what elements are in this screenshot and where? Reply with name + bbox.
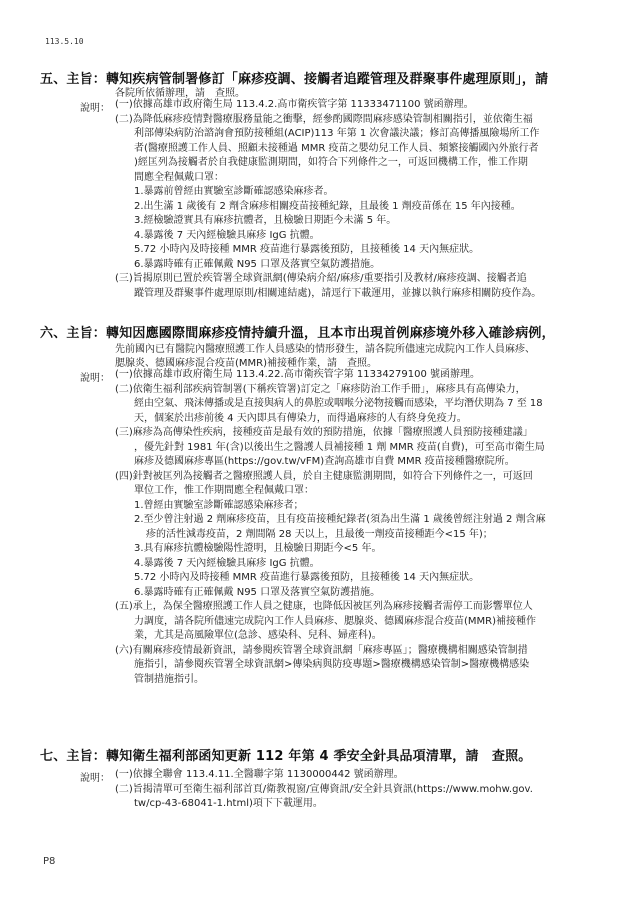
s6-line: 2.至少曾注射過 2 劑麻疹疫苗，且有疫苗接種紀錄者(須為出生滿 1 歲後曾經注射過 2 劑含麻: [134, 514, 546, 525]
s6-line: 5.72 小時內及時接種 MMR 疫苗進行暴露後預防，且接種後 14 天內無症狀。: [134, 572, 480, 583]
section-5-title: 五、主旨：轉知疾病管制署修訂「麻疹疫調、接觸者追蹤管理及群聚事件處理原則」，請: [40, 72, 549, 87]
section-6-title: 六、主旨：轉知因應國際間麻疹疫情持續升溫，且本市出現首例麻疹境外移入確診病例，: [40, 326, 555, 341]
s6-line: 經由空氣、飛沫傳播或是直接與病人的鼻腔或咽喉分泌物接觸而感染，平均潛伏期為 7 至 18: [134, 398, 543, 409]
s5-line: 間應全程佩戴口罩：: [134, 172, 224, 183]
s5-line: 5.72 小時內及時接種 MMR 疫苗進行暴露後預防，且接種後 14 天內無症狀。: [134, 244, 480, 255]
s5-line: (一)依據高雄市政府衛生局 113.4.2.高市衛疾管字第 11333471100 號函辦理。: [115, 99, 474, 110]
s6-line: 1.曾經由實驗室診斷確認感染麻疹者；: [134, 500, 304, 511]
s6-line: 業，尤其是高風險單位(急診、感染科、兒科、婦產科)。: [134, 630, 382, 641]
section-6-subject-cont: 先前國內已有醫院內醫療照護工作人員感染的情形發生，請各院所儘速完成院內工作人員麻疹、: [115, 344, 535, 355]
s6-line: 6.暴露時確有正確佩戴 N95 口罩及落實空氣防護措施。: [134, 587, 381, 598]
s5-line: (三)旨揭原則已置於疾管署全球資訊網(傳染病介紹/麻疹/重要指引及教材/麻疹疫調、接觸者追: [115, 273, 527, 284]
s5-line: 4.暴露後 7 天內經檢驗具麻疹 IgG 抗體。: [134, 230, 320, 241]
s6-line: 管制措施指引。: [134, 674, 204, 685]
s6-line: (三)麻疹為高傳染性疾病，接種疫苗是最有效的預防措施，依據「醫療照護人員預防接種建議」: [115, 427, 533, 438]
s6-line: 施指引，請參閱疾管署全球資訊網>傳染病與防疫專題>醫療機構感染管制>醫療機構感染: [134, 659, 530, 670]
page-date: 113.5.10: [45, 37, 84, 46]
s6-line: 疹的活性減毒疫苗，2 劑間隔 28 天以上，且最後一劑疫苗接種距今<15 年)；: [146, 529, 493, 540]
s6-line: (四)針對被匡列為接觸者之醫療照護人員，於自主健康監測期間，如符合下列條件之一，可返回: [115, 471, 533, 482]
s6-line: (六)有關麻疹疫情最新資訊，請參閱疾管署全球資訊網「麻疹專區」；醫療機構相關感染管制措: [115, 645, 528, 656]
s6-line: (二)依衛生福利部疾病管制署(下稱疾管署)訂定之「麻疹防治工作手冊」，麻疹具有高傳染力，: [115, 384, 526, 395]
s5-line: (二)為降低麻疹疫情對醫療服務量能之衝擊，經參酌國際間麻疹感染管制相關指引，並依衛生福: [115, 114, 533, 125]
s7-line: (二)旨揭清單可至衛生福利部首頁/衛教視窗/宣傳資訊/安全針具資訊(https://www.mohw.gov.: [115, 784, 533, 795]
s6-line: 力調度，請各院所儘速完成院內工作人員麻疹、腮腺炎、德國麻疹混合疫苗(MMR)補接種作: [134, 616, 537, 627]
s5-line: 1.暴露前曾經由實驗室診斷確認感染麻疹者。: [134, 186, 334, 197]
section-5-explanation-label: 說明：: [80, 103, 110, 114]
s6-line: (一)依據高雄市政府衛生局 113.4.22.高市衛疾管字第 11334279100 號函辦理。: [115, 369, 481, 380]
s5-line: 2.出生滿 1 歲後有 2 劑含麻疹相關疫苗接種紀錄，且最後 1 劑疫苗係在 15 年內接種。: [134, 201, 521, 212]
s6-line: 麻疹及德國麻疹專區(https://gov.tw/vFM)查詢高雄市自費 MMR 疫苗接種醫療院所。: [134, 456, 515, 467]
s6-line: 單位工作，惟工作期間應全程佩戴口罩：: [134, 485, 314, 496]
page-number: P8: [43, 856, 56, 867]
s6-line: (五)承上，為保全醫療照護工作人員之健康，也降低因被匡列為麻疹接觸者需停工而影響單位人: [115, 601, 533, 612]
section-7-explanation-label: 說明：: [80, 773, 110, 784]
s5-line: 蹤管理及群聚事件處理原則/相關連結處)，請逕行下載運用，並據以執行麻疹相關防疫作為。: [134, 288, 542, 299]
s6-line: 天，個案於出疹前後 4 天內即具有傳染力，而得過麻疹的人有終身免疫力。: [134, 413, 467, 424]
section-7-title: 七、主旨：轉知衛生福利部函知更新 112 年第 4 季安全針具品項清單，請 查照。: [40, 749, 532, 764]
s5-line: 者(醫療照護工作人員、照顧未接種過 MMR 疫苗之嬰幼兒工作人員、頻繁接觸國內外旅行者: [134, 143, 539, 154]
section-5-subject-cont: 各院所依循辦理，請 查照。: [115, 88, 245, 99]
section-6-subject-cont: 腮腺炎、德國麻疹混合疫苗(MMR)補接種作業，請 查照。: [115, 358, 378, 369]
s7-line: tw/cp-43-68041-1.html)項下下載運用。: [134, 798, 323, 809]
s6-line: 4.暴露後 7 天內經檢驗具麻疹 IgG 抗體。: [134, 558, 320, 569]
s6-line: 3.具有麻疹抗體檢驗陽性證明，且檢驗日期距今<5 年。: [134, 543, 382, 554]
s5-line: 3.經檢驗證實具有麻疹抗體者，且檢驗日期距今未滿 5 年。: [134, 215, 397, 226]
s5-line: 利部傳染病防治諮詢會預防接種組(ACIP)113 年第 1 次會議決議；修訂高傳播風險場所工作: [134, 128, 540, 139]
section-6-explanation-label: 說明：: [80, 373, 110, 384]
s7-line: (一)依據全聯會 113.4.11.全醫聯字第 1130000442 號函辦理。: [115, 769, 404, 780]
s5-line: )經匡列為接觸者於自我健康監測期間，如符合下列條件之一，可返回機構工作，惟工作期: [134, 157, 528, 168]
s5-line: 6.暴露時確有正確佩戴 N95 口罩及落實空氣防護措施。: [134, 259, 381, 270]
s6-line: ，優先針對 1981 年(含)以後出生之醫護人員補接種 1 劑 MMR 疫苗(自費)，可至高市衛生局: [134, 442, 545, 453]
